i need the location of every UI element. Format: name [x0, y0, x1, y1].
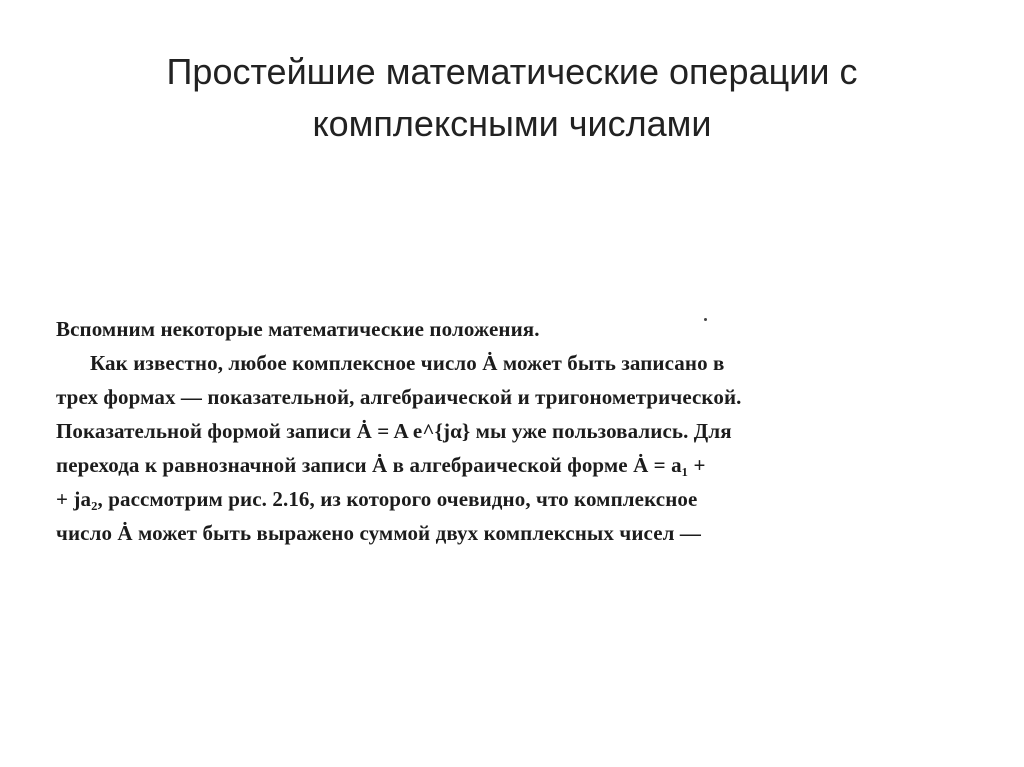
- scan-line: трех формах — показательной, алгебраической и тригонометрической.: [56, 385, 742, 409]
- slide-title-line-1: Простейшие математические операции с: [166, 51, 858, 92]
- scan-line: Показательной формой записи Ȧ = A e^{jα} мы уже пользовались. Для: [56, 419, 732, 443]
- scan-line: + ja₂, рассмотрим рис. 2.16, из которого очевидно, что комплексное: [56, 487, 698, 511]
- scan-line: Вспомним некоторые математические положения.: [56, 317, 540, 341]
- scanned-text-block: [56, 312, 976, 550]
- scan-speck: [704, 318, 707, 321]
- scan-line: число Ȧ может быть выражено суммой двух комплексных чисел —: [56, 521, 701, 545]
- scan-line: Как известно, любое комплексное число Ȧ может быть записано в: [90, 351, 725, 375]
- slide-title-line-2: комплексными числами: [312, 103, 712, 144]
- scan-line: перехода к равнозначной записи Ȧ в алгебраической форме Ȧ = a₁ +: [56, 453, 706, 477]
- slide-title: [40, 46, 984, 150]
